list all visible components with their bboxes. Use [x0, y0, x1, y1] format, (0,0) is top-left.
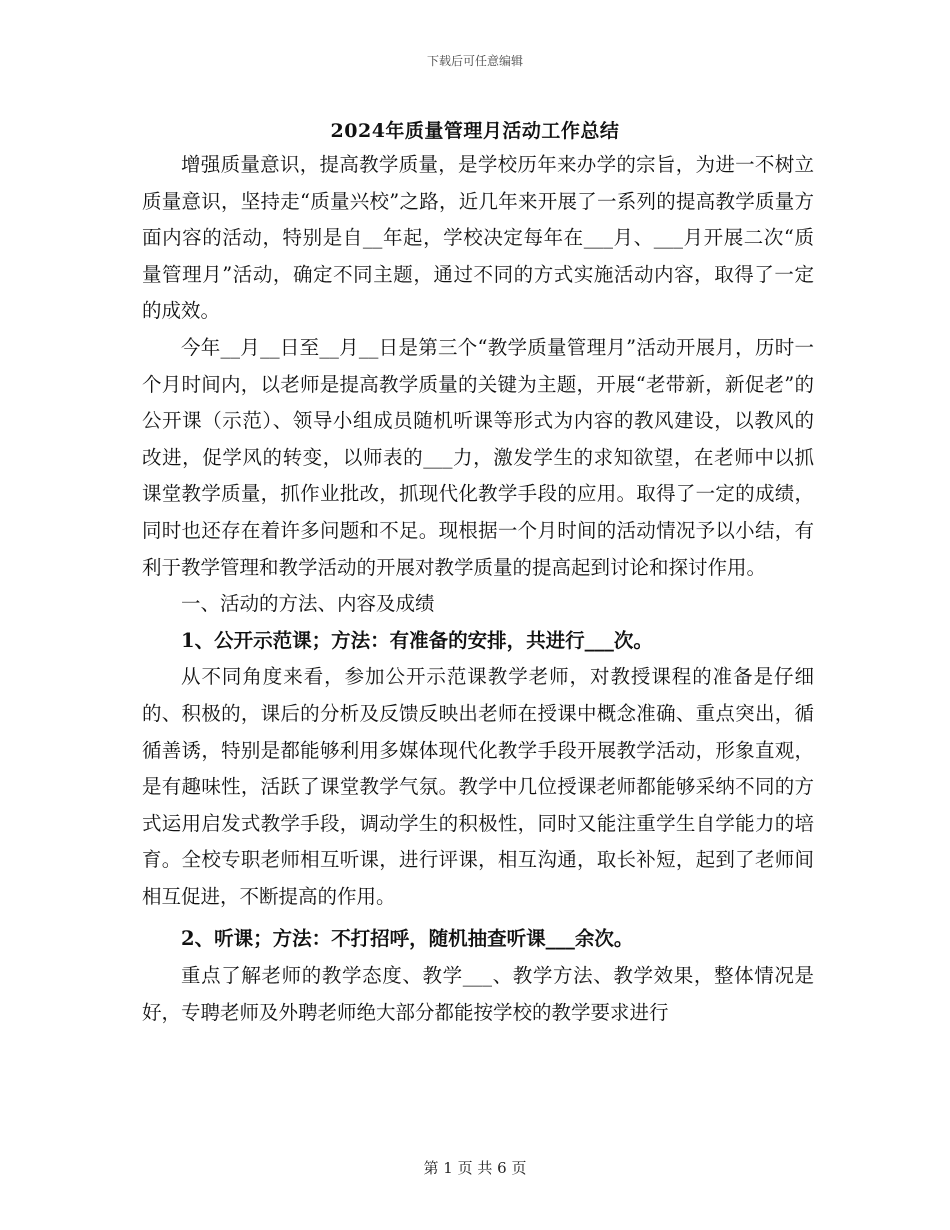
- lesson-observation-paragraph: 重点了解老师的教学态度、教学___、教学方法、教学效果，整体情况是好，专聘老师及外聘老师绝大部分都能按学校的教学要求进行: [142, 964, 814, 1024]
- item-heading-open-class: 1、公开示范课；方法：有准备的安排，共进行___次。: [181, 628, 653, 652]
- page-number: 第 1 页 共 6 页: [423, 1159, 527, 1177]
- summary-paragraph: 今年__月__日至__月__日是第三个“教学质量管理月”活动开展月，历时一个月时间内，以老师是提高教学质量的关键为主题，开展“老带新，新促老”的公开课（示范）、领导小组成员随机听课等形式为内容的教风建设，以教风的改进，促学风的转变，以师表的___力，激发学生的求知欲望，在老师中以抓课堂教学质量，抓作业批改，抓现代化教学手段的应用。取得了一定的成绩，同时也还存在着许多问题和不足。现根据一个月时间的活动情况予以小结，有利于教学管理和教学活动的开展对教学质量的提高起到讨论和探讨作用。: [142, 335, 814, 579]
- intro-paragraph: 增强质量意识，提高教学质量，是学校历年来办学的宗旨，为进一不树立质量意识，坚持走“质量兴校”之路，近几年来开展了一系列的提高教学质量方面内容的活动，特别是自__年起，学校决定每年在___月、___月开展二次“质量管理月”活动，确定不同主题，通过不同的方式实施活动内容，取得了一定的成效。: [142, 153, 814, 323]
- item-heading-lesson-observation: 2、听课；方法：不打招呼，随机抽查听课___余次。: [181, 927, 634, 951]
- document-body: [142, 147, 814, 1031]
- open-class-paragraph: 从不同角度来看，参加公开示范课教学老师，对教授课程的准备是仔细的、积极的，课后的分析及反馈反映出老师在授课中概念准确、重点突出，循循善诱，特别是都能够利用多媒体现代化教学手段开展教学活动，形象直观，是有趣味性，活跃了课堂教学气氛。教学中几位授课老师都能够采纳不同的方式运用启发式教学手段，调动学生的积极性，同时又能注重学生自学能力的培育。全校专职老师相互听课，进行评课，相互沟通，取长补短，起到了老师间相互促进，不断提高的作用。: [142, 665, 814, 908]
- document-title: 2024年质量管理月活动工作总结: [330, 120, 620, 142]
- header-note: 下载后可任意编辑: [426, 54, 523, 68]
- section-heading: 一、活动的方法、内容及成绩: [181, 592, 435, 616]
